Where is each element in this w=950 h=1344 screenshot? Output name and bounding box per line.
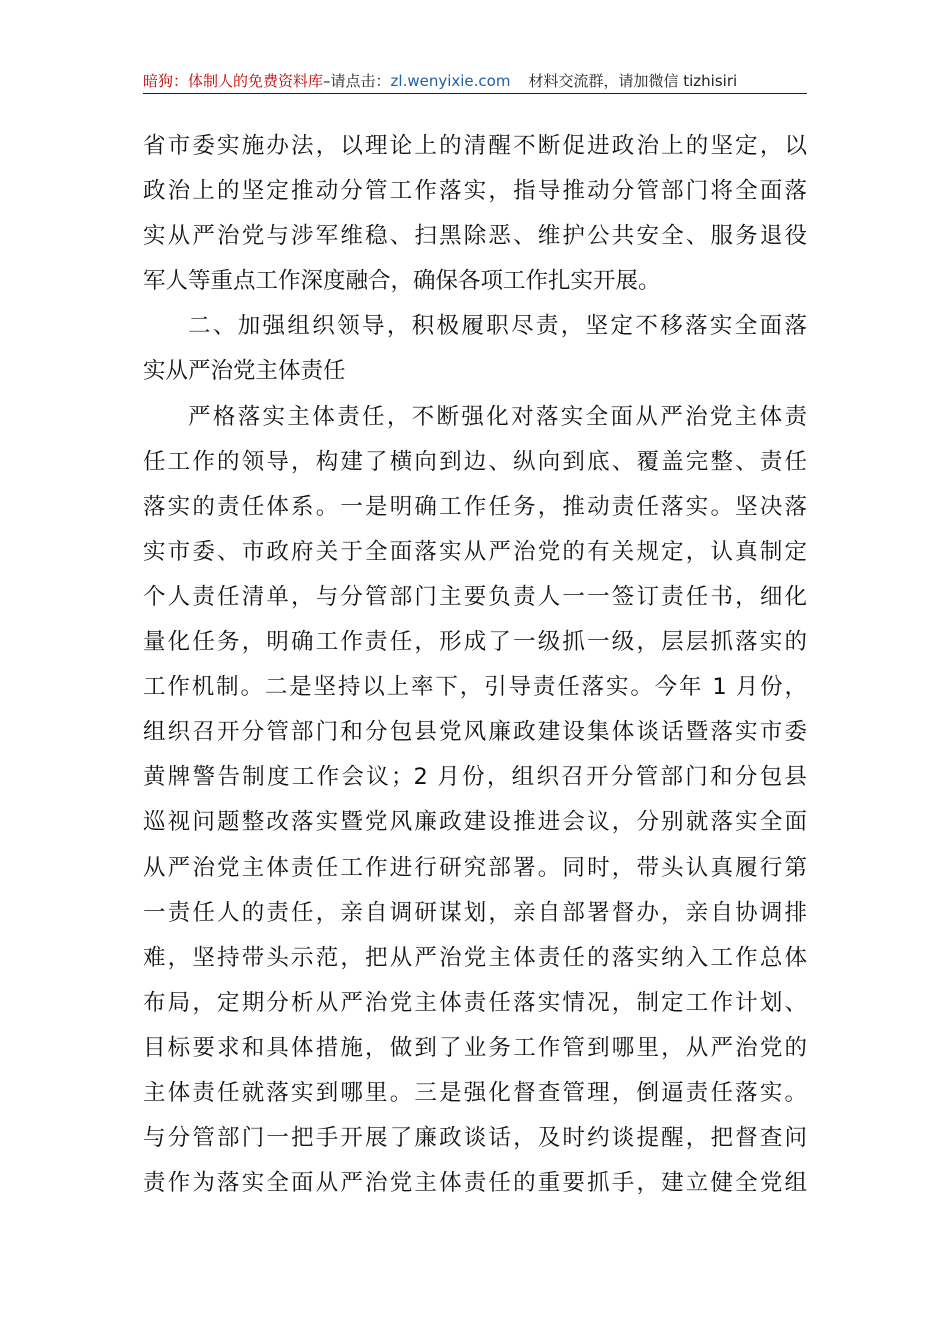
- text-line: 巡视问题整改落实暨党风廉政建设推进会议，分别就落实全面: [143, 809, 807, 836]
- section-heading-line: 实从严治党主体责任: [143, 358, 346, 385]
- text-line: 落实的责任体系。一是明确工作任务，推动责任落实。坚决落: [143, 493, 807, 520]
- text-line: 组织召开分管部门和分包县党风廉政建设集体谈话暨落实市委: [143, 719, 807, 746]
- text-line: 实从严治党与涉军维稳、扫黑除恶、维护公共安全、服务退役: [143, 223, 807, 250]
- text-line: 实市委、市政府关于全面落实从严治党的有关规定，认真制定: [143, 538, 807, 565]
- header-url-link[interactable]: zl.wenyixie.com: [390, 72, 511, 90]
- text-line: 目标要求和具体措施，做到了业务工作管到哪里，从严治党的: [143, 1034, 807, 1061]
- text-line: 从严治党主体责任工作进行研究部署。同时，带头认真履行第: [143, 854, 807, 881]
- document-body: [143, 124, 807, 1206]
- text-line: 省市委实施办法，以理论上的清醒不断促进政治上的坚定，以: [143, 133, 807, 159]
- text-line: 个人责任清单，与分管部门主要负责人一一签订责任书，细化: [143, 583, 807, 610]
- text-line: 严格落实主体责任，不断强化对落实全面从严治党主体责: [188, 403, 807, 430]
- page-header: [143, 68, 807, 94]
- text-line: 与分管部门一把手开展了廉政谈话，及时约谈提醒，把督查问: [143, 1125, 807, 1152]
- text-line: 主体责任就落实到哪里。三是强化督查管理，倒逼责任落实。: [143, 1079, 807, 1106]
- header-click-prefix: –请点击：: [323, 72, 391, 90]
- header-wechat-note: 材料交流群，请加微信 tizhisiri: [528, 72, 738, 90]
- text-line: 一责任人的责任，亲自调研谋划，亲自部署督办，亲自协调排: [143, 899, 807, 926]
- text-line: 责作为落实全面从严治党主体责任的重要抓手，建立健全党组: [143, 1170, 807, 1197]
- text-line: 任工作的领导，构建了横向到边、纵向到底、覆盖完整、责任: [143, 448, 807, 475]
- header-brand: 暗狗：体制人的免费资料库: [143, 72, 324, 90]
- section-heading-line: 二、加强组织领导，积极履职尽责，坚定不移落实全面落: [188, 313, 807, 340]
- text-line: 政治上的坚定推动分管工作落实，指导推动分管部门将全面落: [143, 178, 807, 205]
- text-line: 军人等重点工作深度融合，确保各项工作扎实开展。: [143, 268, 661, 295]
- text-line: 布局，定期分析从严治党主体责任落实情况，制定工作计划、: [143, 989, 807, 1016]
- header-divider: [143, 93, 807, 94]
- text-line: 黄牌警告制度工作会议；2 月份，组织召开分管部门和分包县: [143, 764, 807, 791]
- text-line: 工作机制。二是坚持以上率下，引导责任落实。今年 1 月份，: [143, 674, 807, 701]
- text-line: 量化任务，明确工作责任，形成了一级抓一级，层层抓落实的: [143, 629, 807, 656]
- text-line: 难，坚持带头示范，把从严治党主体责任的落实纳入工作总体: [143, 944, 807, 971]
